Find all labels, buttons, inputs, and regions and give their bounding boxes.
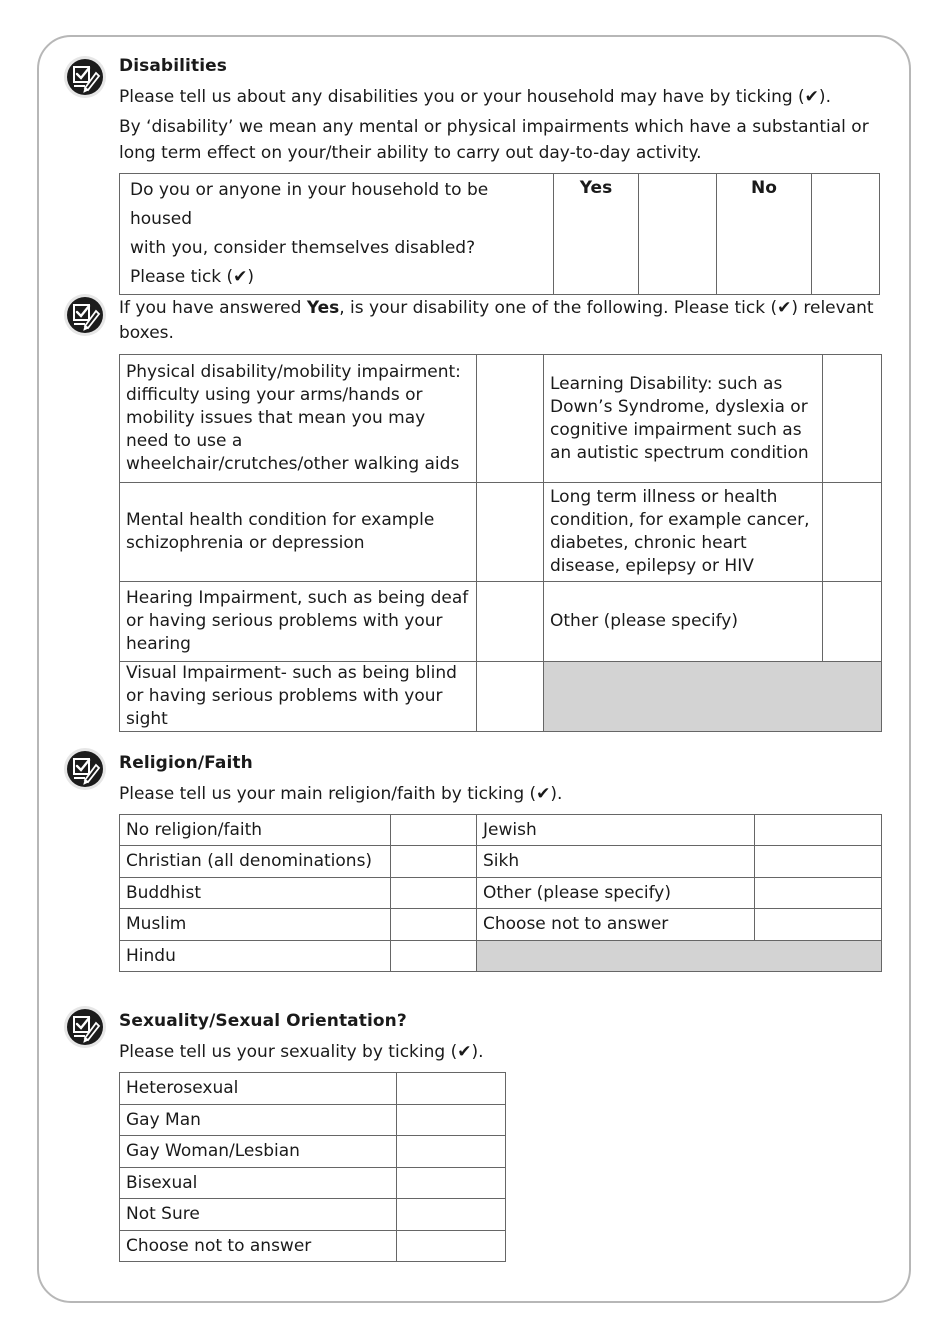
section-title-disabilities: Disabilities: [119, 56, 227, 76]
religion-option: Jewish: [477, 815, 755, 846]
disabled-question-table: [119, 173, 880, 295]
other-disability-tick-box[interactable]: [823, 582, 882, 662]
disability-types-table: [119, 354, 882, 732]
religion-tick-box[interactable]: [755, 878, 882, 909]
no-tick-box[interactable]: [812, 174, 880, 295]
yes-label: Yes: [554, 174, 639, 295]
option-visual: Visual Impairment- such as being blind or having serious problems with your sight: [120, 662, 477, 732]
religion-option: Christian (all denominations): [120, 846, 391, 878]
religion-option: Other (please specify): [477, 878, 755, 909]
checkbox-pen-icon: [63, 1005, 107, 1049]
disability-types-intro: If you have answered Yes, is your disability one of the following. Please tick (✔) relevant boxes.: [119, 298, 874, 343]
shaded-cell: [544, 662, 882, 732]
visual-tick-box[interactable]: [477, 662, 544, 732]
option-other-disability: Other (please specify): [544, 582, 823, 662]
checkbox-pen-icon: [63, 293, 107, 337]
section-title-religion: Religion/Faith: [119, 753, 253, 773]
sexuality-tick-box[interactable]: [397, 1073, 506, 1105]
mental-health-tick-box[interactable]: [477, 483, 544, 582]
sexuality-intro: Please tell us your sexuality by ticking (✔).: [119, 1042, 484, 1062]
sexuality-option: Gay Man: [120, 1105, 397, 1136]
option-physical: Physical disability/mobility impairment: difficulty using your arms/hands or mobility issues that mean you may need to use a wheelchair/crutches/other walking aids: [120, 355, 477, 483]
option-long-term-illness: Long term illness or health condition, for example cancer, diabetes, chronic heart disease, epilepsy or HIV: [544, 483, 823, 582]
religion-tick-box[interactable]: [391, 909, 477, 941]
sexuality-option: Choose not to answer: [120, 1231, 397, 1262]
sexuality-tick-box[interactable]: [397, 1105, 506, 1136]
checkbox-pen-icon: [63, 747, 107, 791]
sexuality-option: Not Sure: [120, 1199, 397, 1231]
religion-option: Hindu: [120, 941, 391, 972]
religion-option: Choose not to answer: [477, 909, 755, 941]
religion-option: No religion/faith: [120, 815, 391, 846]
religion-tick-box[interactable]: [391, 846, 477, 878]
option-hearing: Hearing Impairment, such as being deaf or having serious problems with your hearing: [120, 582, 477, 662]
shaded-cell: [477, 941, 882, 972]
religion-tick-box[interactable]: [755, 846, 882, 878]
yes-tick-box[interactable]: [639, 174, 717, 295]
sexuality-table: [119, 1072, 506, 1262]
hearing-tick-box[interactable]: [477, 582, 544, 662]
religion-option: Muslim: [120, 909, 391, 941]
sexuality-option: Gay Woman/Lesbian: [120, 1136, 397, 1168]
religion-tick-box[interactable]: [391, 941, 477, 972]
sexuality-option: Heterosexual: [120, 1073, 397, 1105]
sexuality-tick-box[interactable]: [397, 1199, 506, 1231]
religion-option: Sikh: [477, 846, 755, 878]
learning-tick-box[interactable]: [823, 355, 882, 483]
option-learning: Learning Disability: such as Down’s Syndrome, dyslexia or cognitive impairment such as an autistic spectrum condition: [544, 355, 823, 483]
option-mental-health: Mental health condition for example schizophrenia or depression: [120, 483, 477, 582]
checkbox-pen-icon: [63, 55, 107, 99]
religion-tick-box[interactable]: [391, 878, 477, 909]
religion-intro: Please tell us your main religion/faith by ticking (✔).: [119, 784, 563, 804]
no-label: No: [717, 174, 812, 295]
sexuality-tick-box[interactable]: [397, 1168, 506, 1199]
religion-table: [119, 814, 882, 972]
long-term-illness-tick-box[interactable]: [823, 483, 882, 582]
religion-option: Buddhist: [120, 878, 391, 909]
religion-tick-box[interactable]: [391, 815, 477, 846]
religion-tick-box[interactable]: [755, 909, 882, 941]
sexuality-option: Bisexual: [120, 1168, 397, 1199]
sexuality-tick-box[interactable]: [397, 1231, 506, 1262]
sexuality-tick-box[interactable]: [397, 1136, 506, 1168]
disabled-question: Do you or anyone in your household to be housed with you, consider themselves disabled? Please tick (✔): [120, 174, 554, 295]
disabilities-intro: Please tell us about any disabilities you or your household may have by ticking (✔).: [119, 87, 831, 107]
physical-tick-box[interactable]: [477, 355, 544, 483]
section-title-sexuality: Sexuality/Sexual Orientation?: [119, 1011, 407, 1031]
disability-definition: By ‘disability’ we mean any mental or physical impairments which have a substantial or long term effect on your/their ability to carry out day-to-day activity.: [119, 117, 869, 163]
religion-tick-box[interactable]: [755, 815, 882, 846]
